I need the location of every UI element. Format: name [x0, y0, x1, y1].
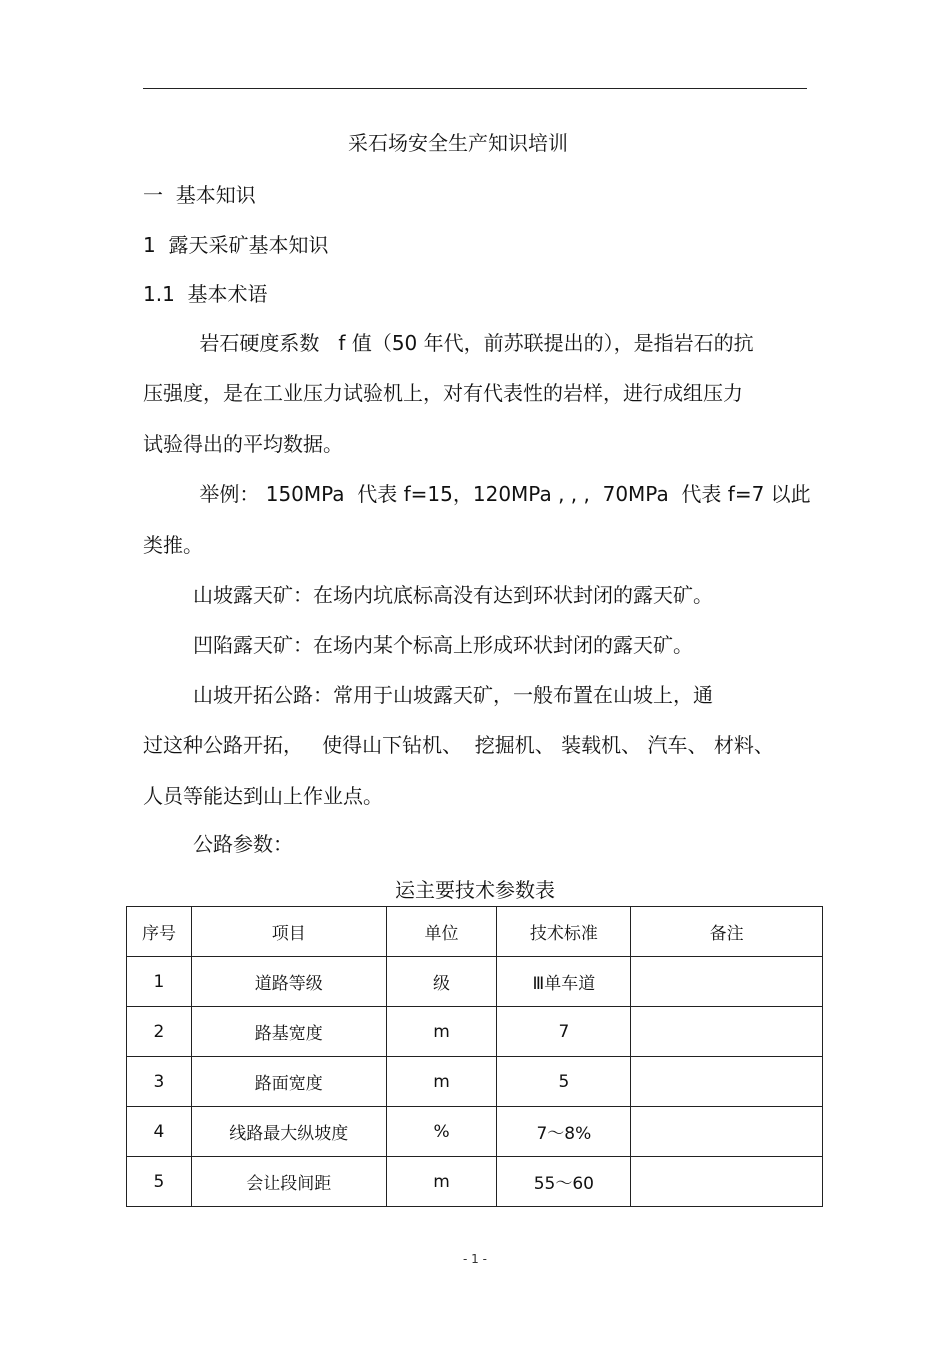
table-cell: [631, 1107, 823, 1157]
table-row: [127, 1057, 823, 1107]
table-cell: m: [386, 1007, 497, 1057]
table-cell: 5: [127, 1157, 192, 1207]
table-cell: 路面宽度: [191, 1057, 386, 1107]
table-header-cell: 单位: [386, 907, 497, 957]
table-cell: 4: [127, 1107, 192, 1157]
paragraph-line: 压强度，是在工业压力试验机上，对有代表性的岩样，进行成组压力: [143, 381, 743, 405]
table-header-cell: 序号: [127, 907, 192, 957]
table-header-cell: 技术标准: [497, 907, 631, 957]
heading-level-3: 1.1 基本术语: [143, 282, 268, 306]
table-cell: 级: [386, 957, 497, 1007]
heading-level-1: 一 基本知识: [143, 183, 256, 207]
table-header-cell: 项目: [191, 907, 386, 957]
table-cell: 路基宽度: [191, 1007, 386, 1057]
table-cell: [631, 1007, 823, 1057]
table-cell: m: [386, 1157, 497, 1207]
table-cell: 会让段间距: [191, 1157, 386, 1207]
paragraph-line: 山坡露天矿：在场内坑底标高没有达到环状封闭的露天矿。: [193, 583, 713, 607]
page-number: - 1 -: [463, 1252, 487, 1266]
paragraph-line: 类推。: [143, 533, 203, 557]
table-cell: 3: [127, 1057, 192, 1107]
parameters-table: [126, 906, 823, 1207]
table-row: [127, 1007, 823, 1057]
table-cell: m: [386, 1057, 497, 1107]
paragraph-line: 公路参数：: [193, 832, 293, 856]
document-title: 采石场安全生产知识培训: [348, 131, 568, 155]
table-cell: 2: [127, 1007, 192, 1057]
table-cell: 1: [127, 957, 192, 1007]
table-cell: 线路最大纵坡度: [191, 1107, 386, 1157]
table-row: [127, 957, 823, 1007]
table-cell: 7～8%: [497, 1107, 631, 1157]
table-cell: 7: [497, 1007, 631, 1057]
table-row: [127, 1157, 823, 1207]
table-header-cell: 备注: [631, 907, 823, 957]
table-cell: [631, 957, 823, 1007]
table-cell: Ⅲ单车道: [497, 957, 631, 1007]
header-rule: [143, 88, 807, 89]
table-caption: 运主要技术参数表: [395, 878, 555, 902]
table-header-row: [127, 907, 823, 957]
paragraph-line: 过这种公路开拓， 使得山下钻机、 挖掘机、 装载机、 汽车、 材料、: [143, 733, 774, 757]
table-row: [127, 1107, 823, 1157]
table-cell: 55～60: [497, 1157, 631, 1207]
paragraph-line: 试验得出的平均数据。: [143, 432, 343, 456]
paragraph-line: 山坡开拓公路：常用于山坡露天矿，一般布置在山坡上，通: [193, 683, 713, 707]
table-cell: 道路等级: [191, 957, 386, 1007]
paragraph-line: 人员等能达到山上作业点。: [143, 784, 383, 808]
table-cell: 5: [497, 1057, 631, 1107]
paragraph-line: 岩石硬度系数 f 值（50 年代，前苏联提出的），是指岩石的抗: [193, 331, 754, 355]
table-cell: %: [386, 1107, 497, 1157]
heading-level-2: 1 露天采矿基本知识: [143, 233, 329, 257]
paragraph-line: 举例： 150MPa 代表 f=15，120MPa , , , 70MPa 代表 f=7 以此: [193, 482, 811, 506]
paragraph-line: 凹陷露天矿：在场内某个标高上形成环状封闭的露天矿。: [193, 633, 693, 657]
table-cell: [631, 1157, 823, 1207]
table-cell: [631, 1057, 823, 1107]
